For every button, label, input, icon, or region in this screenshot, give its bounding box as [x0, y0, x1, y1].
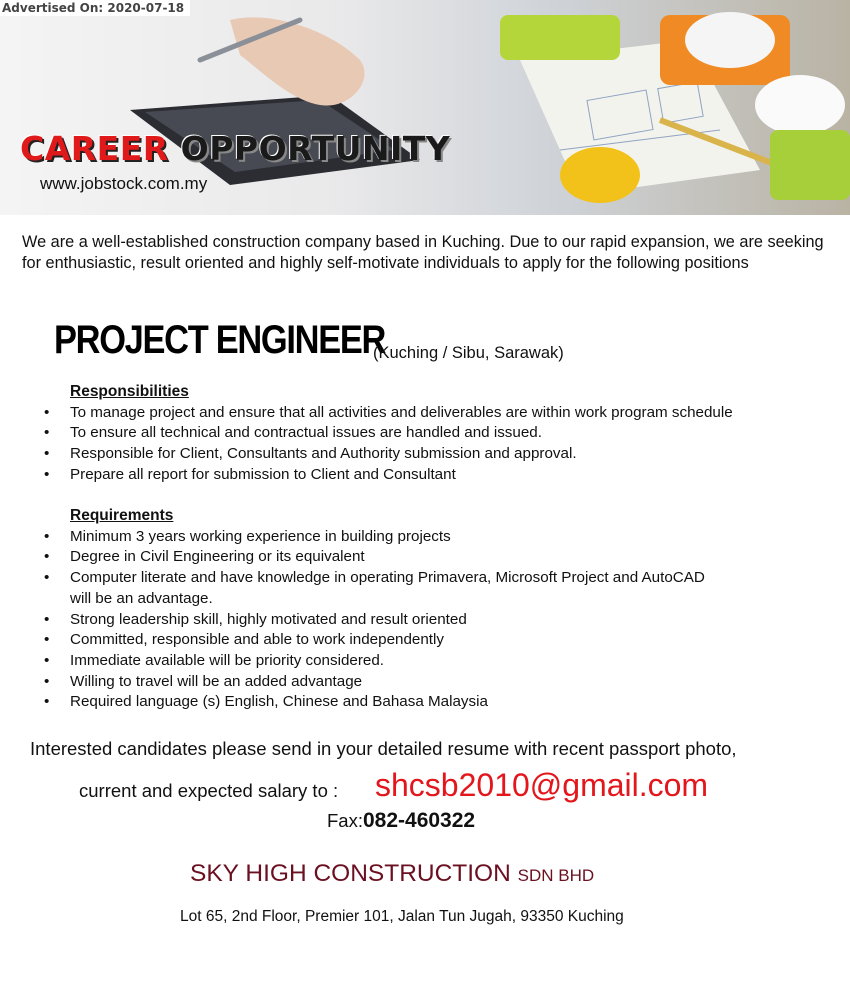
site-url: www.jobstock.com.my [40, 174, 208, 193]
company-address: Lot 65, 2nd Floor, Premier 101, Jalan Tun Jugah, 93350 Kuching [180, 908, 624, 925]
list-item: • Committed, responsible and able to work independently [40, 630, 840, 651]
vest-green-shape [500, 15, 620, 60]
company-name [190, 860, 594, 888]
contact-salary-line: current and expected salary to : [79, 780, 339, 801]
list-item: • Degree in Civil Engineering or its equivalent [40, 547, 840, 568]
list-item: • Minimum 3 years working experience in building projects [40, 527, 840, 548]
job-location: (Kuching / Sibu, Sarawak) [373, 344, 564, 362]
contact-instructions: Interested candidates please send in your detailed resume with recent passport photo, [30, 738, 737, 759]
list-item: • To manage project and ensure that all activities and deliverables are within work program schedule [40, 403, 840, 424]
responsibilities-list [40, 403, 840, 486]
list-item: • Required language (s) English, Chinese and Bahasa Malaysia [40, 692, 840, 713]
company-suffix: SDN BHD [517, 866, 595, 885]
requirements-section [40, 506, 840, 713]
helmet-yellow-shape [560, 147, 640, 203]
responsibilities-heading: Responsibilities [70, 383, 189, 400]
responsibilities-section [40, 382, 840, 486]
list-item: • Immediate available will be priority considered. [40, 651, 840, 672]
list-item: • Willing to travel will be an added advantage [40, 672, 840, 693]
career-opportunity-title [20, 129, 450, 168]
requirements-heading: Requirements [70, 507, 174, 524]
list-item: • Prepare all report for submission to Client and Consultant [40, 465, 840, 486]
helmet-white-2-shape [755, 75, 845, 135]
header-banner [0, 0, 850, 215]
intro-paragraph: We are a well-established construction company based in Kuching. Due to our rapid expansion, we are seeking for enthusiastic, result oriented and highly self-motivate individuals to apply for the following positions [22, 233, 824, 272]
hand-shape [230, 17, 364, 105]
title-word-career: CAREER [20, 129, 169, 168]
contact-email[interactable]: shcsb2010@gmail.com [375, 767, 709, 803]
helmet-white-shape [685, 12, 775, 68]
job-title: PROJECT ENGINEER [54, 318, 386, 362]
list-item: • Computer literate and have knowledge in operating Primavera, Microsoft Project and AutoCAD will be an advantage. [40, 568, 720, 609]
company-name-main: SKY HIGH CONSTRUCTION [190, 860, 511, 887]
fax-label: Fax: [327, 810, 363, 831]
list-item: • Responsible for Client, Consultants and Authority submission and approval. [40, 444, 840, 465]
fax-number: 082-460322 [362, 809, 476, 832]
job-heading [54, 318, 564, 363]
advertised-on-label: Advertised On: 2020-07-18 [0, 0, 190, 16]
requirements-list [40, 527, 840, 713]
list-item: • To ensure all technical and contractual issues are handled and issued. [40, 423, 840, 444]
contact-fax [327, 809, 475, 833]
vest-green-2-shape [770, 130, 850, 200]
list-item: • Strong leadership skill, highly motivated and result oriented [40, 610, 840, 631]
title-word-opportunity: OPPORTUNITY [180, 129, 451, 168]
